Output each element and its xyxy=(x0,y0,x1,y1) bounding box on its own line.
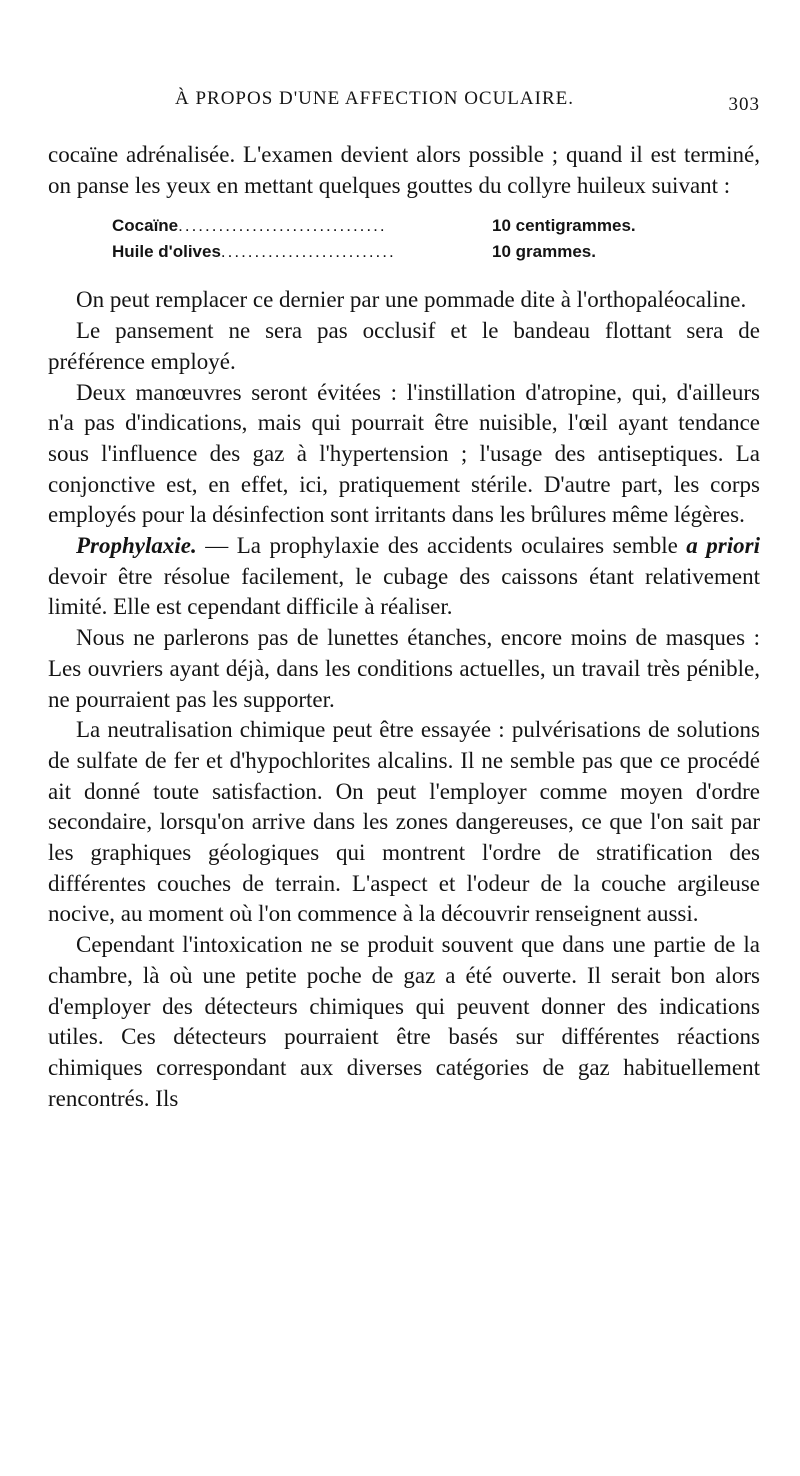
recipe-row xyxy=(112,239,760,265)
paragraph-prophylaxie xyxy=(48,531,760,623)
recipe-ingredient-name: Cocaïne xyxy=(112,216,179,236)
recipe-ingredient xyxy=(112,239,492,265)
paragraph: Deux manœuvres seront évitées : l'instillation d'atropine, qui, d'ailleurs n'a pas d'indications, mais qui pourrait être nuisible, l'œil ayant tendance sous l'influence des gaz à l'hypertension ; l'usage des antiseptiques. La conjonctive est, en effet, ici, pratiquement stérile. D'autre part, les corps employés pour la désinfection sont irritants dans les brûlures même légères. xyxy=(48,379,760,528)
leader-dots: .......................... xyxy=(220,242,396,262)
recipe-ingredient xyxy=(112,213,492,239)
paragraph-text: — La prophylaxie des accidents oculaires semble xyxy=(196,533,687,559)
recipe-quantity: 10 centigrammes. xyxy=(492,216,636,236)
body-text xyxy=(48,140,760,1114)
paragraph: Cependant l'intoxication ne se produit souvent que dans une partie de la chambre, là où une petite poche de gaz a été ouverte. Il serait bon alors d'employer des détecteurs chimiques qui peuvent donner des indications utiles. Ces détecteurs pourraient être basés sur différentes réactions chimiques correspondant aux diverses catégories de gaz habituellement rencontrés. Ils xyxy=(48,932,760,1111)
latin-phrase: a priori xyxy=(686,533,760,559)
section-heading: Prophylaxie. xyxy=(76,533,197,559)
recipe-table xyxy=(112,213,760,265)
paragraph: Nous ne parlerons pas de lunettes étanches, encore moins de masques : Les ouvriers ayant déjà, dans les conditions actuelles, un travail très pénible, ne pourraient pas les supporter. xyxy=(48,625,760,712)
recipe-ingredient-name: Huile d'olives xyxy=(112,242,221,262)
leader-dots: ............................... xyxy=(178,216,387,236)
running-title: À PROPOS D'UNE AFFECTION OCULAIRE. xyxy=(175,88,574,109)
page-number: 303 xyxy=(728,94,760,115)
recipe-quantity: 10 grammes. xyxy=(492,242,596,262)
paragraph-continuation: cocaïne adrénalisée. L'examen devient alors possible ; quand il est terminé, on panse les yeux en mettant quelques gouttes du collyre huileux suivant : xyxy=(48,142,760,198)
paragraph: Le pansement ne sera pas occlusif et le bandeau flottant sera de préférence employé. xyxy=(48,318,760,374)
paragraph: La neutralisation chimique peut être essayée : pulvérisations de solutions de sulfate de fer et d'hypochlorites alcalins. Il ne semble pas que ce procédé ait donné toute satisfaction. On peut l'employer comme moyen d'ordre secondaire, lorsqu'on arrive dans les zones dangereuses, ce que l'on sait par les graphiques géologiques qui montrent l'ordre de stratification des différentes couches de terrain. L'aspect et l'odeur de la couche argileuse nocive, au moment où l'on commence à la découvrir renseignent aussi. xyxy=(48,717,760,927)
paragraph: On peut remplacer ce dernier par une pommade dite à l'orthopaléocaline. xyxy=(76,287,747,313)
running-head xyxy=(48,88,760,118)
recipe-row xyxy=(112,213,760,239)
paragraph-text: devoir être résolue facilement, le cubage des caissons étant relativement limité. Elle est cependant difficile à réaliser. xyxy=(48,563,760,620)
